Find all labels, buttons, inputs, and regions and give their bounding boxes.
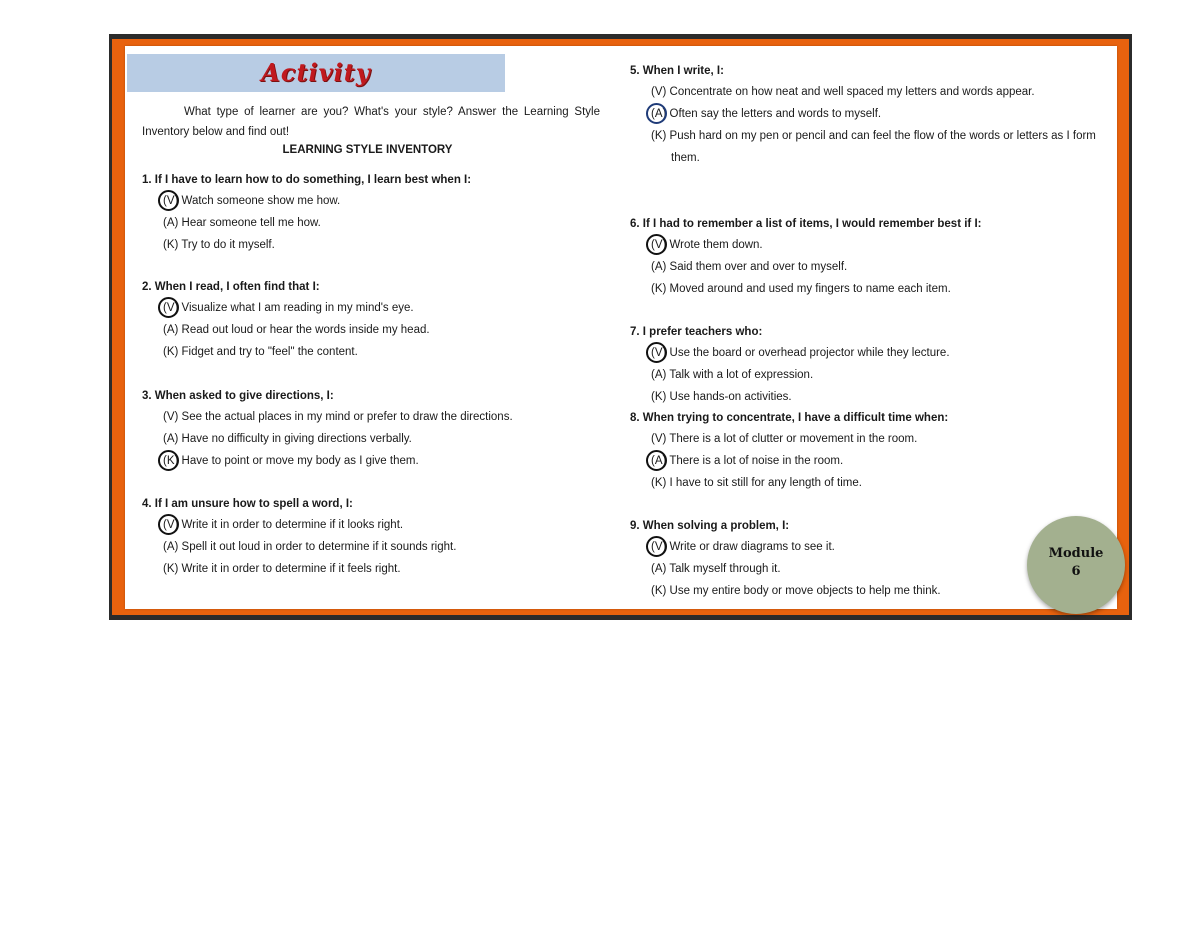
module-number: 6 [1071, 564, 1081, 579]
option-v[interactable]: (V) Write it in order to determine if it looks right. [142, 514, 456, 536]
option-v[interactable]: (V) Watch someone show me how. [142, 190, 471, 212]
option-k[interactable]: (K) Use my entire body or move objects to help me think. [651, 585, 941, 597]
question-4 [142, 494, 456, 580]
question-title: 2. When I read, I often find that I: [142, 281, 320, 293]
option-a[interactable]: (A) Have no difficulty in giving directions verbally. [163, 433, 412, 445]
question-title: 6. If I had to remember a list of items, I would remember best if I: [630, 218, 982, 230]
answer-circle [158, 190, 179, 211]
question-9 [630, 516, 941, 602]
question-title: 5. When I write, I: [630, 65, 724, 77]
option-a[interactable]: (A) Talk myself through it. [651, 563, 781, 575]
inventory-title: LEARNING STYLE INVENTORY [282, 144, 453, 156]
option-v[interactable]: (V) Wrote them down. [630, 234, 981, 256]
option-k[interactable]: (K) Use hands-on activities. [651, 391, 792, 403]
option-a[interactable]: (A) Hear someone tell me how. [163, 217, 321, 229]
question-8 [630, 408, 948, 494]
option-k[interactable]: (K) Moved around and used my fingers to name each item. [651, 283, 951, 295]
question-2 [142, 277, 430, 363]
question-1 [142, 170, 471, 256]
option-a[interactable]: (A) Spell it out loud in order to determine if it sounds right. [163, 541, 457, 553]
option-k[interactable]: (K) Push hard on my pen or pencil and can feel the flow of the words or letters as I form them. [651, 130, 1096, 164]
question-7 [630, 322, 950, 408]
question-title: 8. When trying to concentrate, I have a difficult time when: [630, 412, 949, 424]
question-3 [142, 386, 513, 472]
option-a[interactable]: (A) Read out loud or hear the words inside my head. [163, 324, 430, 336]
answer-circle [158, 297, 179, 318]
answer-circle [646, 103, 667, 124]
activity-banner [127, 54, 505, 92]
answer-circle [646, 342, 667, 363]
activity-title: Activity [261, 58, 371, 87]
answer-circle [158, 450, 179, 471]
question-6 [630, 214, 981, 300]
option-k[interactable]: (K) Write it in order to determine if it feels right. [163, 563, 401, 575]
question-title: 7. I prefer teachers who: [630, 326, 763, 338]
answer-circle [646, 536, 667, 557]
option-k[interactable]: (K) I have to sit still for any length of time. [651, 477, 862, 489]
answer-circle [646, 234, 667, 255]
option-a[interactable]: (A) Often say the letters and words to myself. [630, 103, 1100, 125]
answer-circle [158, 514, 179, 535]
question-title: 1. If I have to learn how to do something, I learn best when I: [142, 174, 472, 186]
question-title: 3. When asked to give directions, I: [142, 390, 334, 402]
question-5 [630, 61, 1100, 169]
option-k[interactable]: (K) Try to do it myself. [163, 239, 275, 251]
option-v[interactable]: (V) Concentrate on how neat and well spaced my letters and words appear. [651, 86, 1035, 98]
option-v[interactable]: (V) There is a lot of clutter or movement in the room. [651, 433, 918, 445]
option-v[interactable]: (V) See the actual places in my mind or prefer to draw the directions. [163, 411, 513, 423]
intro-text: What type of learner are you? What's your style? Answer the Learning Style Inventory below and find out! [142, 106, 600, 138]
orange-border [112, 39, 1129, 615]
question-title: 9. When solving a problem, I: [630, 520, 790, 532]
worksheet-page [125, 46, 1117, 609]
option-v[interactable]: (V) Use the board or overhead projector while they lecture. [630, 342, 950, 364]
option-k[interactable]: (K) Have to point or move my body as I give them. [142, 450, 513, 472]
option-a[interactable]: (A) Talk with a lot of expression. [651, 369, 814, 381]
option-a[interactable]: (A) There is a lot of noise in the room. [630, 450, 948, 472]
option-a[interactable]: (A) Said them over and over to myself. [651, 261, 848, 273]
option-v[interactable]: (V) Write or draw diagrams to see it. [630, 536, 941, 558]
option-v[interactable]: (V) Visualize what I am reading in my mind's eye. [142, 297, 430, 319]
module-label: Module [1048, 546, 1104, 561]
answer-circle [646, 450, 667, 471]
question-title: 4. If I am unsure how to spell a word, I: [142, 498, 353, 510]
module-badge [1027, 516, 1125, 614]
module-page-frame [109, 34, 1132, 620]
option-k[interactable]: (K) Fidget and try to "feel" the content. [163, 346, 358, 358]
